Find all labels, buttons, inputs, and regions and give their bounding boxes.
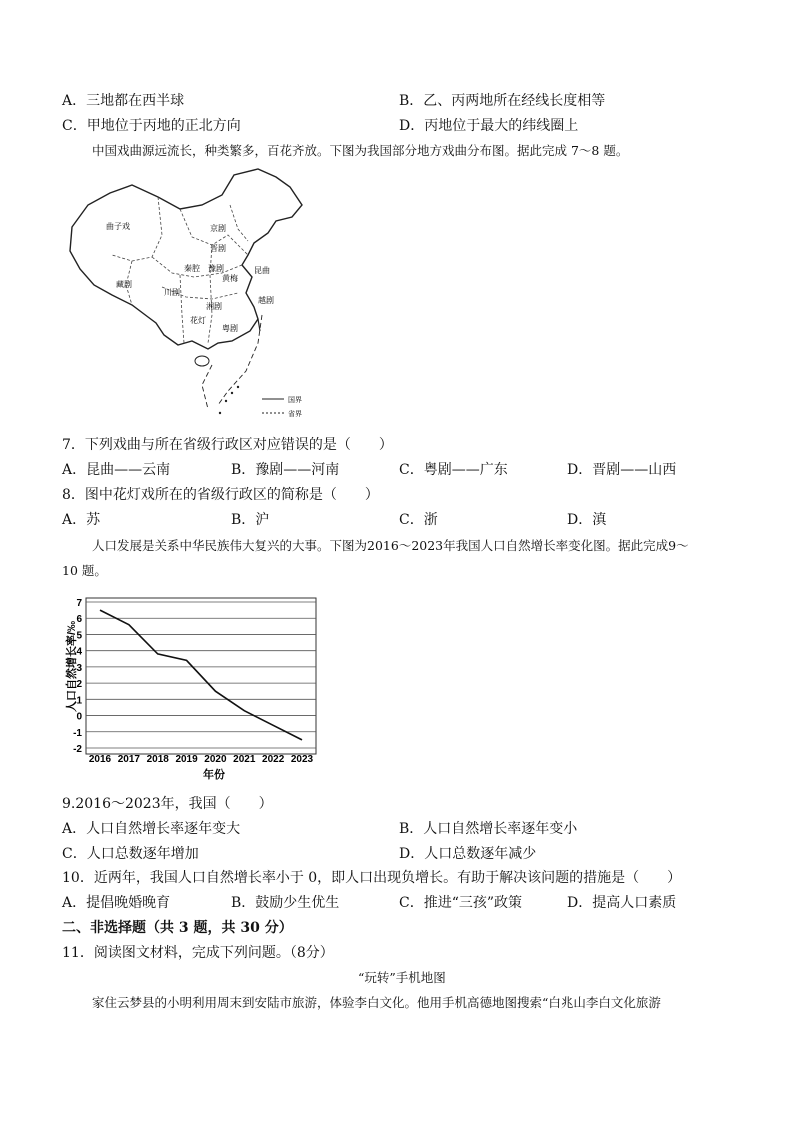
q9-option-a: A．人口自然增长率逐年变大	[62, 821, 241, 837]
x-tick-label: 2021	[233, 754, 256, 765]
map-label-huangmei: 黄梅	[222, 274, 238, 283]
y-tick-label: 5	[76, 630, 82, 642]
map-label-chuan: 川剧	[164, 288, 180, 297]
x-tick-label: 2019	[175, 754, 198, 765]
y-tick-label: -2	[73, 744, 82, 755]
map-label-quzi: 曲子戏	[106, 222, 130, 231]
y-tick-label: 2	[76, 679, 82, 691]
q6-option-b: B．乙、丙两地所在经线长度相等	[399, 93, 606, 109]
map-label-yue: 越剧	[258, 296, 274, 305]
y-tick-label: 6	[76, 614, 82, 626]
y-tick-label: 4	[76, 646, 82, 658]
x-tick-label: 2020	[204, 754, 227, 765]
x-axis-label: 年份	[203, 769, 225, 781]
x-tick-label: 2017	[117, 754, 140, 765]
q10-option-c: C．推进“三孩”政策	[399, 895, 523, 911]
china-outline	[70, 169, 302, 349]
intro-9-10-line1: 人口发展是关系中华民族伟大复兴的大事。下图为2016～2023年我国人口自然增长率变化图。据此完成9～	[92, 538, 689, 553]
y-tick-label: 1	[76, 695, 82, 707]
q8-stem: 8．图中花灯戏所在的省级行政区的简称是（ ）	[62, 487, 379, 503]
q11-text: 家住云梦县的小明利用周末到安陆市旅游，体验李白文化。他用手机高德地图搜索“白兆山李白文化旅游	[92, 995, 661, 1010]
y-tick-label: 7	[76, 598, 82, 609]
x-tick-label: 2016	[88, 754, 112, 765]
q8-option-d: D．滇	[567, 512, 607, 528]
map-label-kun: 昆曲	[254, 266, 270, 275]
y-tick-label: 3	[76, 662, 82, 674]
y-tick-label: 0	[76, 711, 82, 723]
x-tick-label: 2023	[290, 754, 314, 765]
q9-option-d: D．人口总数逐年减少	[399, 846, 537, 862]
map-label-jin: 晋剧	[210, 244, 226, 253]
q10-option-b: B．鼓励少生优生	[231, 895, 340, 911]
growth-rate-line	[100, 610, 302, 740]
map-label-jing: 京剧	[210, 224, 226, 233]
intro-9-10-line2: 10 题。	[62, 563, 107, 578]
q8-option-b: B．沪	[231, 512, 270, 528]
q11-title: “玩转”手机地图	[358, 970, 446, 985]
legend-province: 省界	[288, 411, 302, 418]
map-label-qin: 秦腔	[184, 264, 200, 273]
q6-option-d: D．丙地位于最大的纬线圈上	[399, 118, 579, 134]
q7-stem: 7．下列戏曲与所在省级行政区对应错误的是（ ）	[62, 437, 393, 453]
y-tick-label: -1	[73, 727, 82, 739]
map-label-yu: 豫剧	[208, 264, 224, 273]
section-2-heading: 二、非选择题（共 3 题，共 30 分）	[62, 920, 293, 936]
legend-border: 国界	[288, 397, 302, 404]
q7-option-c: C．粤剧——广东	[399, 462, 508, 478]
q7-option-d: D．晋剧——山西	[567, 462, 677, 478]
map-label-xiang: 湘剧	[206, 302, 222, 311]
q11-stem: 11．阅读图文材料，完成下列问题。（8分）	[62, 945, 334, 961]
y-axis-label: 人口自然增长率/‰	[66, 620, 78, 712]
q10-stem: 10．近两年，我国人口自然增长率小于 0，即人口出现负增长。有助于解决该问题的措施是（ ）	[62, 870, 682, 886]
q7-option-a: A．昆曲——云南	[62, 462, 171, 478]
map-label-huadeng: 花灯	[190, 316, 206, 325]
intro-7-8: 中国戏曲源远流长，种类繁多，百花齐放。下图为我国部分地方戏曲分布图。据此完成 7～8 题。	[92, 143, 629, 158]
map-label-zang: 藏剧	[116, 280, 132, 289]
x-tick-label: 2018	[146, 754, 169, 765]
x-tick-label: 2022	[262, 754, 285, 765]
q8-option-a: A．苏	[62, 512, 101, 528]
q6-option-a: A．三地都在西半球	[62, 93, 185, 109]
china-opera-map	[62, 165, 312, 427]
population-growth-chart	[62, 592, 324, 788]
q9-stem: 9.2016～2023年，我国（ ）	[62, 796, 273, 812]
map-label-yue-guang: 粤剧	[222, 324, 238, 333]
q9-option-b: B．人口自然增长率逐年变小	[399, 821, 578, 837]
q9-option-c: C．人口总数逐年增加	[62, 846, 199, 862]
q6-option-c: C．甲地位于丙地的正北方向	[62, 118, 241, 134]
q7-option-b: B．豫剧——河南	[231, 462, 340, 478]
q10-option-d: D．提高人口素质	[567, 895, 677, 911]
q10-option-a: A．提倡晚婚晚育	[62, 895, 171, 911]
q8-option-c: C．浙	[399, 512, 438, 528]
